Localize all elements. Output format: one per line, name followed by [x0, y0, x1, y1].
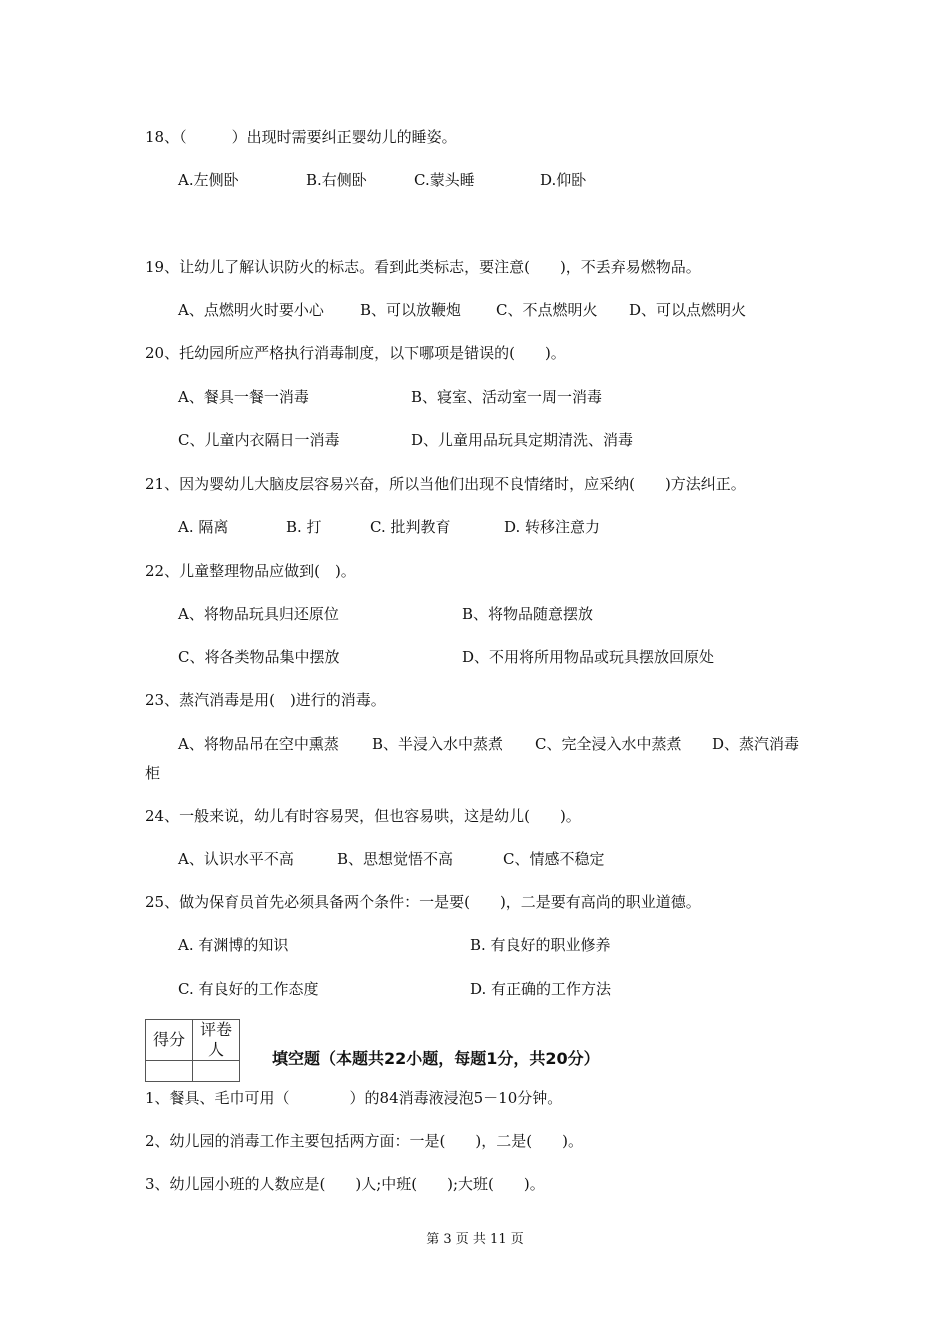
q25-option-c: C. 有良好的工作态度: [178, 980, 319, 998]
q25-option-a: A. 有渊博的知识: [178, 936, 289, 954]
score-box: [145, 1019, 240, 1082]
q25-option-b: B. 有良好的职业修养: [470, 936, 611, 954]
page-footer: 第 3 页 共 11 页: [426, 1232, 524, 1247]
q24-option-b: B、思想觉悟不高: [337, 850, 454, 868]
q23-option-d: D、蒸汽消毒: [712, 735, 800, 753]
q19-option-d: D、可以点燃明火: [629, 301, 747, 319]
q20-option-d: D、儿童用品玩具定期清洗、消毒: [411, 431, 634, 449]
q22-option-d: D、不用将所用物品或玩具摆放回原处: [462, 648, 715, 666]
q18-option-a: A.左侧卧: [178, 171, 239, 189]
fill-blank-2: 2、幼儿园的消毒工作主要包括两方面：一是( )，二是( )。: [145, 1132, 583, 1150]
q19-option-c: C、不点燃明火: [496, 301, 598, 319]
q20-option-b: B、寝室、活动室一周一消毒: [411, 388, 603, 406]
q21-option-c: C. 批判教育: [370, 518, 451, 536]
question-21-stem: 21、因为婴幼儿大脑皮层容易兴奋，所以当他们出现不良情绪时，应采纳( )方法纠正。: [145, 475, 746, 493]
q23-option-a: A、将物品吊在空中熏蒸: [178, 735, 339, 753]
question-23-stem: 23、蒸汽消毒是用( )进行的消毒。: [145, 691, 386, 709]
question-18-stem: 18、（ ）出现时需要纠正婴幼儿的睡姿。: [145, 128, 457, 146]
grader-cell: [193, 1061, 240, 1082]
q22-option-a: A、将物品玩具归还原位: [178, 605, 339, 623]
q23-option-b: B、半浸入水中蒸煮: [372, 735, 504, 753]
q21-option-a: A. 隔离: [178, 518, 229, 536]
q24-option-a: A、认识水平不高: [178, 850, 294, 868]
q20-option-c: C、儿童内衣隔日一消毒: [178, 431, 340, 449]
question-22-stem: 22、儿童整理物品应做到( )。: [145, 562, 356, 580]
q19-option-a: A、点燃明火时要小心: [178, 301, 324, 319]
q18-option-d: D.仰卧: [540, 171, 587, 189]
q25-option-d: D. 有正确的工作方法: [470, 980, 612, 998]
fill-blank-1: 1、餐具、毛巾可用（ ）的84消毒液浸泡5－10分钟。: [145, 1089, 563, 1107]
q23-option-c: C、完全浸入水中蒸煮: [535, 735, 682, 753]
q19-option-b: B、可以放鞭炮: [360, 301, 462, 319]
section-title: 填空题（本题共22小题，每题1分，共20分）: [272, 1049, 600, 1068]
question-24-stem: 24、一般来说，幼儿有时容易哭，但也容易哄，这是幼儿( )。: [145, 807, 581, 825]
grader-label: 评卷人: [193, 1020, 240, 1061]
q22-option-c: C、将各类物品集中摆放: [178, 648, 340, 666]
q23-option-d-wrap: 柜: [145, 764, 161, 782]
question-19-stem: 19、让幼儿了解认识防火的标志。看到此类标志，要注意( )，不丢弃易燃物品。: [145, 258, 701, 276]
q22-option-b: B、将物品随意摆放: [462, 605, 594, 623]
score-label: 得分: [146, 1020, 193, 1061]
q21-option-b: B. 打: [286, 518, 322, 536]
q20-option-a: A、餐具一餐一消毒: [178, 388, 309, 406]
q24-option-c: C、情感不稳定: [503, 850, 605, 868]
question-20-stem: 20、托幼园所应严格执行消毒制度，以下哪项是错误的( )。: [145, 344, 566, 362]
score-cell: [146, 1061, 193, 1082]
q18-option-c: C.蒙头睡: [414, 171, 475, 189]
fill-blank-3: 3、幼儿园小班的人数应是( )人;中班( );大班( )。: [145, 1175, 545, 1193]
q18-option-b: B.右侧卧: [306, 171, 367, 189]
question-25-stem: 25、做为保育员首先必须具备两个条件：一是要( )，二是要有高尚的职业道德。: [145, 893, 701, 911]
q21-option-d: D. 转移注意力: [504, 518, 601, 536]
